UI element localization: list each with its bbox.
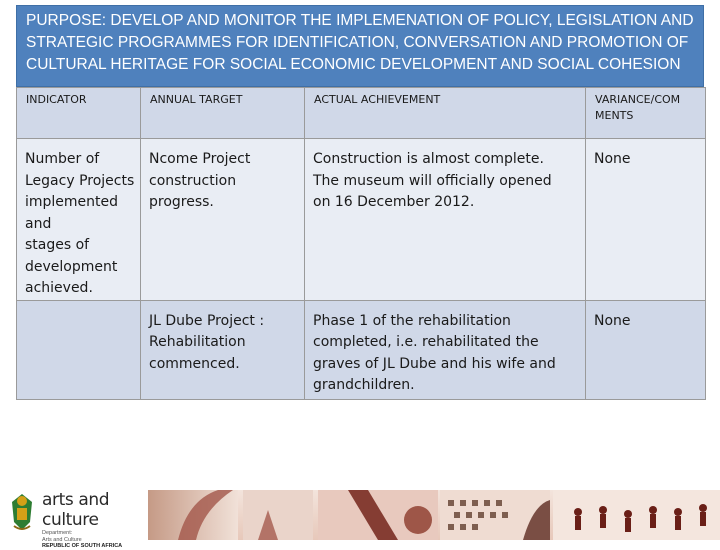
table-row	[17, 300, 706, 399]
header-indicator: INDICATOR	[17, 88, 141, 139]
table-row	[17, 139, 706, 301]
purpose-line-3: CULTURAL HERITAGE FOR SOCIAL ECONOMIC DEVELOPMENT AND SOCIAL COHESION	[26, 56, 681, 73]
cell-variance: None	[586, 139, 706, 301]
brand-department-name: Arts and Culture	[42, 536, 82, 543]
coat-of-arms-icon	[8, 492, 36, 532]
indicator-table	[16, 87, 706, 400]
cell-target: Ncome Project construction progress.	[141, 139, 305, 301]
brand-department-label: Department:	[42, 530, 73, 536]
cell-target: JL Dube Project : Rehabilitation commenced.	[141, 300, 305, 399]
cell-indicator: Number of Legacy Projects implemented and stages of development achieved.	[17, 139, 141, 301]
department-logo	[42, 490, 152, 550]
purpose-banner	[16, 5, 704, 87]
purpose-line-1: PURPOSE: DEVELOP AND MONITOR THE IMPLEMENATION OF POLICY, LEGISLATION AND	[26, 12, 694, 29]
header-annual-target: ANNUAL TARGET	[141, 88, 305, 139]
header-variance: VARIANCE/COM MENTS	[586, 88, 706, 139]
culture-image-strip	[148, 490, 720, 540]
brand-country: REPUBLIC OF SOUTH AFRICA	[42, 543, 123, 549]
purpose-line-2: STRATEGIC PROGRAMMES FOR IDENTIFICATION, CONVERSATION AND PROMOTION OF	[26, 34, 689, 51]
cell-indicator	[17, 300, 141, 399]
cell-achievement: Construction is almost complete. The museum will officially opened on 16 December 2012.	[305, 139, 586, 301]
cell-variance: None	[586, 300, 706, 399]
cell-achievement: Phase 1 of the rehabilitation completed, i.e. rehabilitated the graves of JL Dube and his wife and grandchildren.	[305, 300, 586, 399]
table-header-row	[17, 88, 706, 139]
header-actual-achievement: ACTUAL ACHIEVEMENT	[305, 88, 586, 139]
brand-title: arts and culture	[42, 490, 110, 530]
